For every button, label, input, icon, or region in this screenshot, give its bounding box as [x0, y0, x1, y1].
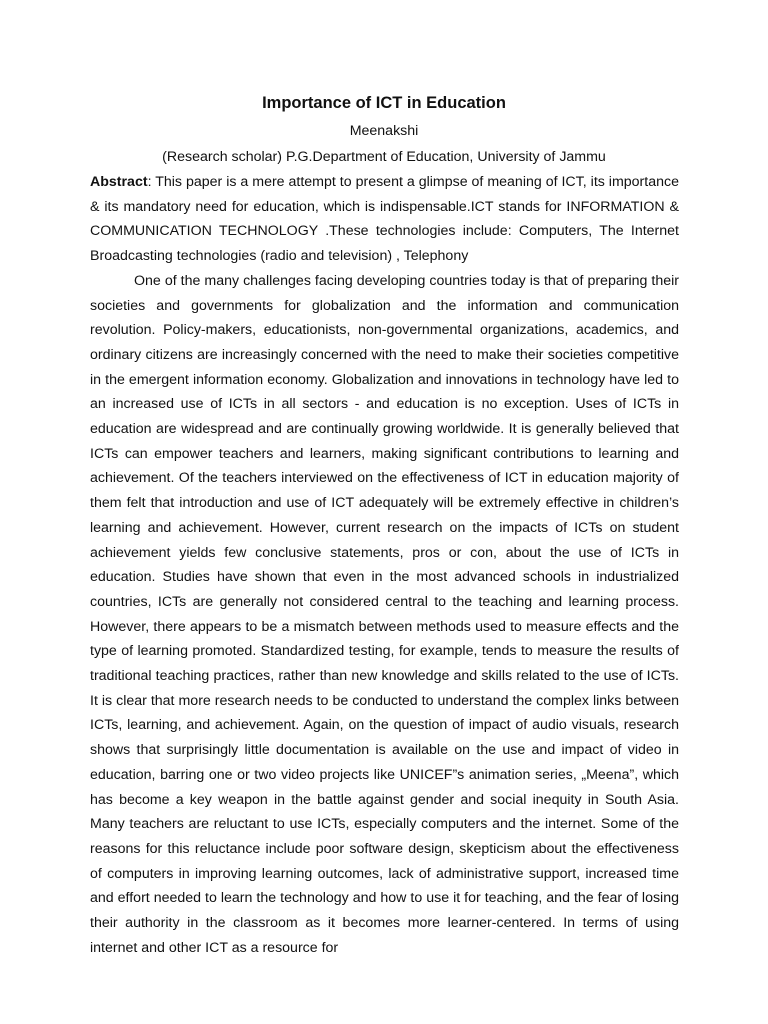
page-title: Importance of ICT in Education — [262, 94, 506, 112]
author-affiliation: (Research scholar) P.G.Department of Education, University of Jammu — [162, 149, 606, 165]
abstract-text: : This paper is a mere attempt to present a glimpse of meaning of ICT, its importance & its mandatory need for education, which is indispensable.ICT stands for INFORMATION & COMMUNICATION TECHNOLOGY .These technologies include: Computers, The Internet Broadcasting technologies (radio and television) , Telephony — [90, 174, 679, 265]
body-paragraph: One of the many challenges facing developing countries today is that of preparing their societies and governments for globalization and the information and communication revolution. Policy-makers, educationists, non-governmental organizations, academics, and ordinary citizens are increasingly concerned with the need to make their societies competitive in the emergent information economy. Globalization and innovations in technology have led to an increased use of ICTs in all sectors - and education is no exception. Uses of ICTs in education are widespread and are continually growing worldwide. It is generally believed that ICTs can empower teachers and learners, making significant contributions to learning and achievement. Of the teachers interviewed on the effectiveness of ICT in education majority of them felt that introduction and use of ICT adequately will be extremely effective in children’s learning and achievement. However, current research on the impacts of ICTs on student achievement yields few conclusive statements, pros or con, about the use of ICTs in education. Studies have shown that even in the most advanced schools in industrialized countries, ICTs are generally not considered central to the teaching and learning process. However, there appears to be a mismatch between methods used to measure effects and the type of learning promoted. Standardized testing, for example, tends to measure the results of traditional teaching practices, rather than new knowledge and skills related to the use of ICTs. It is clear that more research needs to be conducted to understand the complex links between ICTs, learning, and achievement. Again, on the question of impact of audio visuals, research shows that surprisingly little documentation is available on the use and impact of video in education, barring one or two video projects like UNICEF”s animation series, „Meena”, which has become a key weapon in the battle against gender and social inequity in South Asia. Many teachers are reluctant to use ICTs, especially computers and the internet. Some of the reasons for this reluctance include poor software design, skepticism about the effectiveness of computers in improving learning outcomes, lack of administrative support, increased time and effort needed to learn the technology and how to use it for teaching, and the fear of losing their authority in the classroom as it becomes more learner-centered. In terms of using internet and other ICT as a resource for — [90, 272, 679, 956]
body-text — [90, 170, 679, 961]
abstract-label: Abstract — [90, 174, 148, 190]
abstract-paragraph — [90, 170, 679, 269]
author-name: Meenakshi — [349, 123, 419, 139]
